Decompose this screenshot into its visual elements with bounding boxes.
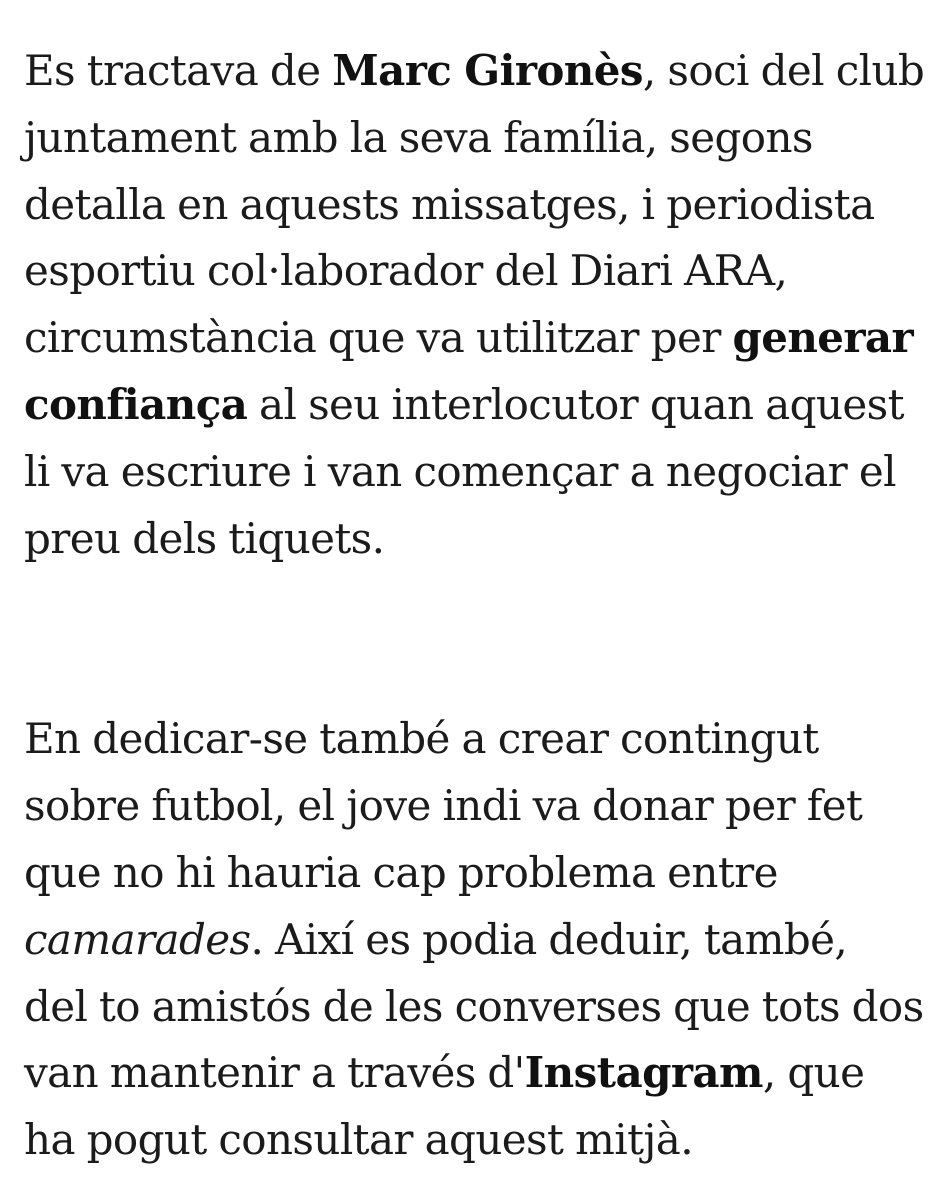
text-line	[24, 238, 924, 305]
text-run: esportiu col·laborador del Diari ARA,	[24, 246, 788, 296]
article-body	[24, 38, 924, 1174]
bold-emphasis: confiança	[24, 379, 248, 429]
text-line	[24, 974, 923, 1041]
text-run: que no hi hauria cap problema entre	[24, 847, 778, 897]
text-line	[24, 38, 924, 105]
person-name-emphasis: Marc Gironès	[332, 46, 643, 95]
text-run: circumstància que va utilitzar per	[24, 313, 733, 363]
text-line	[24, 773, 924, 840]
text-run: En dedicar-se també a crear contingut	[24, 714, 819, 764]
text-line	[24, 1107, 924, 1174]
text-run: juntament amb la seva família, segons	[24, 112, 813, 162]
text-line	[24, 439, 924, 506]
text-line	[24, 305, 924, 372]
text-run: detalla en aquests missatges, i periodista	[24, 179, 875, 229]
text-run: li va escriure i van començar a negociar el	[24, 446, 896, 496]
text-line	[24, 907, 924, 974]
text-line	[24, 840, 924, 907]
paragraph-1	[24, 38, 924, 572]
bold-emphasis: generar	[732, 313, 914, 363]
text-run: preu dels tiquets.	[24, 513, 385, 563]
text-run: sobre futbol, el jove indi va donar per fet	[24, 781, 863, 831]
text-run: . Així es podia deduir, també,	[250, 914, 848, 964]
text-line	[24, 172, 924, 239]
text-line	[24, 372, 924, 439]
text-line	[24, 506, 924, 573]
paragraph-2	[24, 706, 924, 1174]
italic-emphasis: camarades	[24, 914, 251, 964]
text-run: ha pogut consultar aquest mitjà.	[24, 1115, 693, 1165]
text-line	[24, 706, 924, 773]
text-run: , soci del club	[642, 46, 925, 95]
text-run: al seu interlocutor quan aquest	[247, 379, 904, 429]
text-line	[24, 1040, 924, 1107]
text-run: , que	[762, 1048, 865, 1098]
text-run: van mantenir a través d'	[24, 1048, 525, 1098]
text-line	[24, 105, 924, 172]
text-run: del to amistós de les converses que tots dos	[24, 981, 924, 1031]
platform-name-emphasis: Instagram	[524, 1048, 763, 1098]
text-run: Es tractava de	[24, 46, 333, 95]
